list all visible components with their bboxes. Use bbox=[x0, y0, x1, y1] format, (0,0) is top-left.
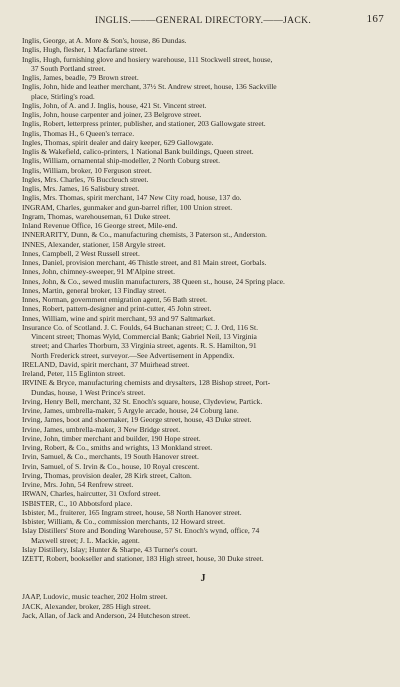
directory-entry: JACK, Alexander, broker, 285 High street. bbox=[22, 601, 151, 611]
running-title: INGLIS.—–—GENERAL DIRECTORY.——JACK. bbox=[94, 15, 312, 26]
directory-entry: JAAP, Ludovic, music teacher, 202 Holm street. bbox=[22, 592, 168, 602]
directory-entry: IZETT, Robert, bookseller and stationer, 183 High street, house, 30 Duke street. bbox=[22, 554, 264, 563]
directory-entry: place, Stirling's road. bbox=[31, 91, 95, 101]
directory-entry: Irving, Henry Bell, merchant, 32 St. Enoch's square, house, Clydeview, Partick. bbox=[22, 396, 263, 406]
directory-entry: Irvin, Samuel, of S. Irvin & Co., house, 10 Royal crescent. bbox=[22, 461, 200, 471]
directory-entry: Irvine, John, timber merchant and builder, 190 Hope street. bbox=[22, 433, 201, 443]
directory-entry: IRELAND, David, spirit merchant, 37 Muirhead street. bbox=[22, 359, 190, 369]
directory-entry: Inglis, John, hide and leather merchant, 37½ St. Andrew street, house, 136 Sackville bbox=[22, 82, 277, 92]
directory-entry: Irving, James, boot and shoemaker, 19 George street, house, 43 Duke street. bbox=[22, 415, 252, 425]
directory-entry: Irving, Robert, & Co., smiths and wrights, 13 Monkland street. bbox=[22, 443, 213, 452]
directory-entry: Innes, Daniel, provision merchant, 46 Thistle street, and 81 Main street, Gorbals. bbox=[22, 258, 267, 267]
directory-entry: Ingram, Thomas, warehouseman, 61 Duke street. bbox=[22, 211, 171, 221]
directory-entry: Inglis, Thomas H., 6 Queen's terrace. bbox=[22, 128, 135, 138]
directory-entry: Innes, John, & Co., sewed muslin manufacturers, 38 Queen st., house, 24 Spring place. bbox=[22, 276, 285, 286]
directory-entry: Irvine, James, umbrella-maker, 3 New Bridge street. bbox=[22, 424, 181, 434]
directory-entry: North Frederick street, surveyor.—See Advertisement in Appendix. bbox=[31, 350, 235, 360]
directory-entry: IRWAN, Charles, haircutter, 31 Oxford street. bbox=[22, 489, 161, 499]
directory-entry: Ingles, Mrs. Charles, 76 Buccleuch street. bbox=[22, 174, 149, 184]
directory-entry: ISBISTER, C., 10 Abbotsford place. bbox=[22, 498, 133, 508]
directory-entry: Inglis, Hugh, flesher, 1 Macfarlane street. bbox=[22, 45, 148, 55]
directory-entry: Inglis, Mrs. James, 16 Salisbury street. bbox=[22, 184, 140, 193]
section-letter: J bbox=[200, 573, 206, 585]
directory-entry: Inglis & Wakefield, calico-printers, 1 National Bank buildings, Queen street. bbox=[22, 147, 254, 156]
directory-entry: Irving, Thomas, provision dealer, 28 Kirk street, Calton. bbox=[22, 470, 192, 480]
directory-entry: Irvine, James, umbrella-maker, 5 Argyle arcade, house, 24 Coburg lane. bbox=[22, 406, 239, 415]
page-number: 167 bbox=[366, 13, 384, 25]
directory-entry: Inglis, Mrs. Thomas, spirit merchant, 147 New City road, house, 137 do. bbox=[22, 193, 242, 203]
directory-entry: Inglis, John, of A. and J. Inglis, house, 421 St. Vincent street. bbox=[22, 100, 207, 110]
directory-entries-j bbox=[22, 592, 384, 620]
directory-entry: Innes, John, chimney-sweeper, 91 M'Alpine street. bbox=[22, 267, 176, 277]
directory-entry: Innes, Campbell, 2 West Russell street. bbox=[22, 248, 140, 258]
directory-entry: Ingles, Thomas, spirit dealer and dairy keeper, 629 Gallowgate. bbox=[22, 137, 214, 147]
directory-entry: Ireland, Peter, 115 Eglinton street. bbox=[22, 369, 126, 378]
directory-entry: Isbister, M., fruiterer, 165 Ingram street, house, 58 North Hanover street. bbox=[22, 507, 242, 517]
directory-entry: Inglis, William, ornamental ship-modeller, 2 North Coburg street. bbox=[22, 156, 221, 166]
directory-entry: street; and Charles Thorburn, 33 Virginia street, agents. R. S. Hamilton, 91 bbox=[31, 341, 257, 351]
page-header bbox=[22, 10, 384, 28]
directory-entry: Dundas, house, 1 West Prince's street. bbox=[31, 387, 146, 397]
directory-entry: Irvin, Samuel, & Co., merchants, 19 South Hanover street. bbox=[22, 452, 199, 462]
directory-entry: Vincent street; Thomas Wyld, Commercial Bank; Gabriel Neil, 13 Virginia bbox=[31, 332, 257, 341]
directory-entry: Innes, Robert, pattern-designer and print-cutter, 45 John street. bbox=[22, 304, 212, 314]
directory-entry: Isbister, William, & Co., commission merchants, 12 Howard street. bbox=[22, 517, 225, 526]
directory-entry: INNERARITY, Dunn, & Co., manufacturing chemists, 3 Paterson st., Anderston. bbox=[22, 230, 267, 240]
directory-entry: Inglis, James, beadle, 79 Brown street. bbox=[22, 73, 139, 82]
directory-entry: Insurance Co. of Scotland. J. C. Foulds, 64 Buchanan street; C. J. Ord, 116 St. bbox=[22, 322, 258, 332]
directory-entry: Inglis, Robert, letterpress printer, publisher, and stationer, 203 Gallowgate street. bbox=[22, 119, 266, 129]
directory-entry: 37 South Portland street. bbox=[31, 63, 106, 73]
directory-entry: Inglis, Hugh, furnishing glove and hosiery warehouse, 111 Stockwell street, house, bbox=[22, 54, 273, 64]
directory-entry: Innes, Martin, general broker, 13 Findlay street. bbox=[22, 285, 167, 295]
directory-entry: IRVINE & Bryce, manufacturing chemists and drysalters, 128 Bishop street, Port- bbox=[22, 378, 271, 388]
directory-entries bbox=[22, 36, 384, 563]
directory-entry: Innes, Norman, government emigration agent, 56 Bath street. bbox=[22, 295, 208, 304]
directory-entry: Inland Revenue Office, 16 George street, Mile-end. bbox=[22, 221, 178, 230]
directory-entry: Irvine, Mrs. John, 54 Renfrew street. bbox=[22, 480, 134, 489]
directory-entry: Islay Distillers' Store and Bonding Warehouse, 57 St. Enoch's wynd, office, 74 bbox=[22, 526, 260, 536]
directory-entry: Islay Distillery, Islay; Hunter & Sharpe, 43 Turner's court. bbox=[22, 544, 198, 554]
directory-entry: Inglis, John, house carpenter and joiner, 23 Belgrove street. bbox=[22, 110, 202, 119]
directory-entry: Jack, Allan, of Jack and Anderson, 24 Hutcheson street. bbox=[22, 610, 191, 620]
directory-entry: INGRAM, Charles, gunmaker and gun-barrel rifler, 100 Union street. bbox=[22, 202, 233, 212]
directory-entry: INNES, Alexander, stationer, 158 Argyle street. bbox=[22, 239, 166, 249]
directory-entry: Maxwell street; J. L. Mackie, agent. bbox=[31, 535, 140, 545]
directory-entry: Innes, William, wine and spirit merchant, 93 and 97 Saltmarket. bbox=[22, 313, 216, 323]
directory-entry: Inglis, William, broker, 10 Ferguson street. bbox=[22, 165, 152, 175]
directory-entry: Inglis, George, at A. More & Son's, house, 86 Dundas. bbox=[22, 36, 187, 45]
